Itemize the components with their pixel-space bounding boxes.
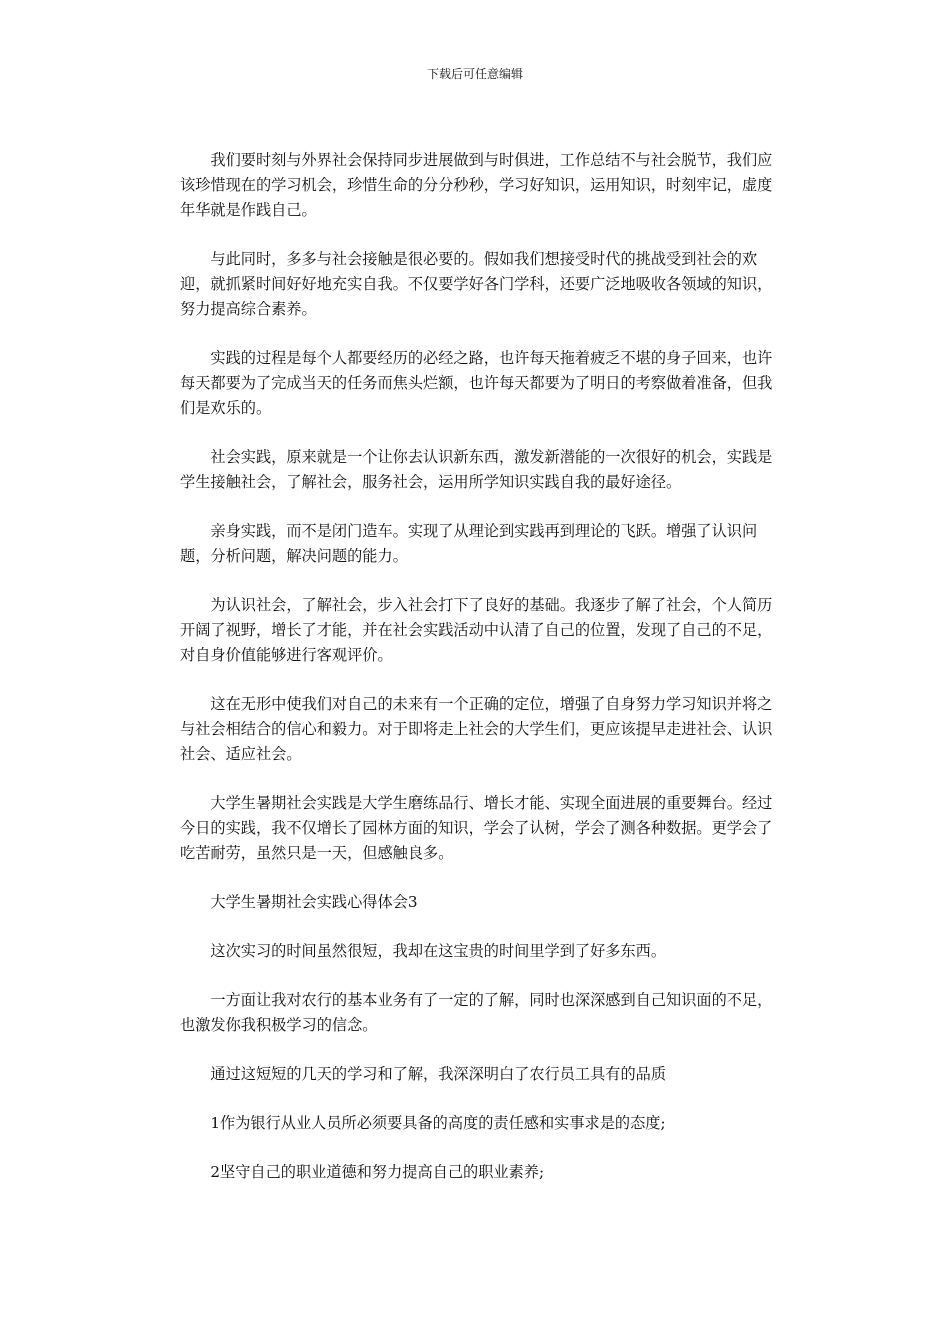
paragraph-5: 亲身实践，而不是闭门造车。实现了从理论到实践再到理论的飞跃。增强了认识问题，分析问题，解决问题的能力。 — [180, 522, 758, 565]
list-item-1: 1作为银行从业人员所必须要具备的高度的责任感和实事求是的态度; — [210, 1114, 666, 1132]
paragraph-8: 大学生暑期社会实践是大学生磨练品行、增长才能、实现全面进展的重要舞台。经过今日的实践，我不仅增长了园林方面的知识，学会了认树，学会了测各种数据。更学会了吃苦耐劳，虽然只是一天，但感触良多。 — [180, 794, 773, 862]
section-heading: 大学生暑期社会实践心得体会3 — [210, 893, 418, 911]
paragraph-4: 社会实践，原来就是一个让你去认识新东西，激发新潜能的一次很好的机会，实践是学生接触社会，了解社会，服务社会，运用所学知识实践自我的最好途径。 — [180, 448, 773, 491]
list-item-2: 2坚守自己的职业道德和努力提高自己的职业素养; — [210, 1163, 545, 1181]
paragraph-3: 实践的过程是每个人都要经历的必经之路，也许每天拖着疲乏不堪的身子回来，也许每天都要为了完成当天的任务而焦头烂额，也许每天都要为了明日的考察做着准备，但我们是欢乐的。 — [180, 349, 773, 417]
paragraph-6: 为认识社会，了解社会，步入社会打下了良好的基础。我逐步了解了社会，个人简历开阔了视野，增长了才能，并在社会实践活动中认清了自己的位置，发现了自己的不足，对自身价值能够进行客观评价。 — [180, 596, 773, 664]
paragraph-1: 我们要时刻与外界社会保持同步进展做到与时俱进，工作总结不与社会脱节，我们应该珍惜现在的学习机会，珍惜生命的分分秒秒，学习好知识，运用知识，时刻牢记，虚度年华就是作践自己。 — [180, 151, 773, 219]
paragraph-9: 这次实习的时间虽然很短，我却在这宝贵的时间里学到了好多东西。 — [210, 942, 667, 960]
paragraph-2: 与此同时，多多与社会接触是很必要的。假如我们想接受时代的挑战受到社会的欢迎，就抓紧时间好好地充实自我。不仅要学好各门学科，还要广泛地吸收各领域的知识，努力提高综合素养。 — [180, 250, 773, 318]
paragraph-11: 通过这短短的几天的学习和了解，我深深明白了农行员工具有的品质 — [210, 1065, 667, 1083]
header-note: 下载后可任意编辑 — [426, 67, 523, 81]
document-body — [180, 148, 780, 1209]
paragraph-7: 这在无形中使我们对自己的未来有一个正确的定位，增强了自身努力学习知识并将之与社会相结合的信心和毅力。对于即将走上社会的大学生们，更应该提早走进社会、认识社会、适应社会。 — [180, 695, 773, 763]
paragraph-10: 一方面让我对农行的基本业务有了一定的了解，同时也深深感到自己知识面的不足，也激发你我积极学习的信念。 — [180, 991, 773, 1034]
